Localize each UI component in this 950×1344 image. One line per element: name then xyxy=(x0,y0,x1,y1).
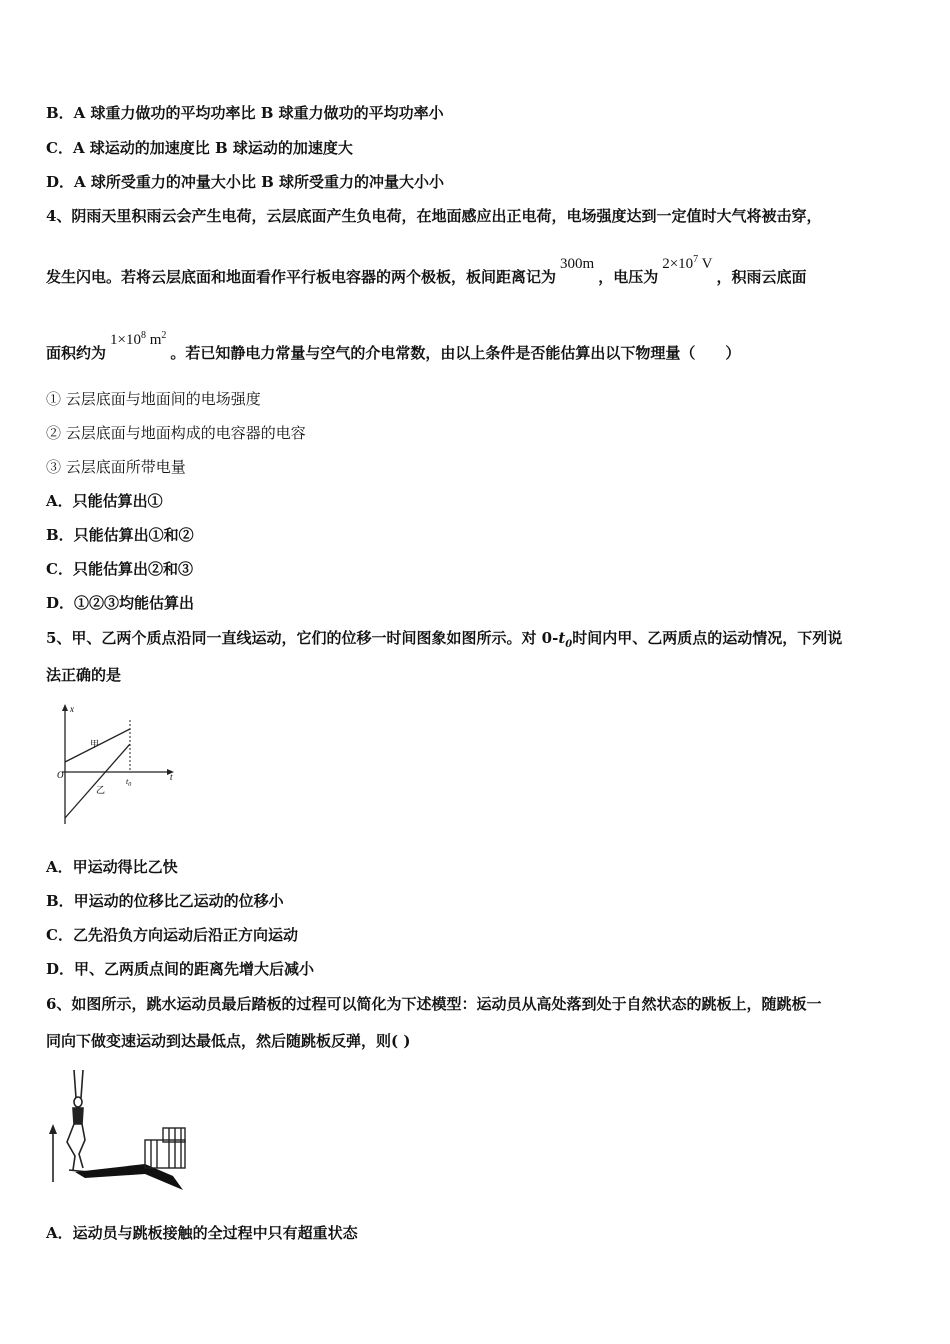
q4-stem-text: 发生闪电。若将云层底面和地面看作平行板电容器的两个极板，板间距离记为 xyxy=(46,268,557,286)
displacement-time-graph xyxy=(52,700,184,830)
q4-option-b: B．只能估算出①和② xyxy=(46,526,194,544)
t0-label: $t_0$ xyxy=(126,777,132,788)
q4-stem-text: ，电压为 xyxy=(598,268,659,286)
q5-option-a: A．甲运动得比乙快 xyxy=(46,858,178,876)
line-jia-label: 甲 xyxy=(90,739,100,749)
voltage-coef: 2×10 xyxy=(662,256,694,272)
q5-stem-text: 5、甲、乙两个质点沿同一直线运动，它们的位移一时间图象如图所示。对 0- xyxy=(46,629,559,647)
line-yi xyxy=(65,744,130,818)
diver-icon xyxy=(67,1070,89,1172)
t0-symbol: $t_0$ xyxy=(558,629,573,650)
q6-option-a: A．运动员与跳板接触的全过程中只有超重状态 xyxy=(46,1224,358,1242)
q6-stem-line1: 6、如图所示，跳水运动员最后踏板的过程可以简化为下述模型：运动员从高处落到处于自然状态的跳板上，随跳板一 xyxy=(46,995,822,1013)
diver-springboard-figure xyxy=(45,1064,195,1204)
q4-item-2: ② 云层底面与地面构成的电容器的电容 xyxy=(46,424,306,442)
q5-stem-text: 时间内甲、乙两质点的运动情况，下列说 xyxy=(572,629,843,647)
q4-stem-text: ，积雨云底面 xyxy=(716,268,807,286)
q6-stem-line2: 同向下做变速运动到达最低点，然后随跳板反弹，则( ) xyxy=(46,1032,411,1050)
x-axis-label: t xyxy=(170,772,173,782)
q4-item-1: ① 云层底面与地面间的电场强度 xyxy=(46,390,261,408)
area-coef: 1×10 xyxy=(110,332,141,348)
voltage-value xyxy=(662,254,712,273)
area-unit: m xyxy=(145,332,162,348)
area-value xyxy=(110,330,166,349)
q4-stem-text: 。若已知静电力常量与空气的介电常数，由以上条件是否能估算出以下物理量（ ） xyxy=(170,344,741,362)
q4-stem-text: 面积约为 xyxy=(46,344,107,362)
q5-option-c: C．乙先沿负方向运动后沿正方向运动 xyxy=(46,926,298,944)
origin-label: O xyxy=(57,770,64,780)
y-axis-arrow xyxy=(62,704,68,711)
q5-option-d: D．甲、乙两质点间的距离先增大后减小 xyxy=(46,960,315,978)
springboard-stand xyxy=(145,1128,185,1168)
up-arrow-head xyxy=(49,1124,57,1134)
q4-item-3: ③ 云层底面所带电量 xyxy=(46,458,186,476)
area-unit-exp: 2 xyxy=(161,330,167,341)
q4-option-a: A．只能估算出① xyxy=(46,492,163,510)
q5-stem-line2: 法正确的是 xyxy=(46,666,122,684)
q4-option-c: C．只能估算出②和③ xyxy=(46,560,193,578)
y-axis-label: x xyxy=(70,704,74,714)
q4-option-d: D．①②③均能估算出 xyxy=(46,594,195,612)
q3-option-b: B．A 球重力做功的平均功率比 B 球重力做功的平均功率小 xyxy=(46,104,444,122)
line-yi-label: 乙 xyxy=(96,785,106,795)
q4-stem-line1: 4、阴雨天里积雨云会产生电荷，云层底面产生负电荷，在地面感应出正电荷，电场强度达到一定值时大气将被击穿， xyxy=(46,207,822,225)
voltage-exp: 7 xyxy=(693,254,699,265)
q5-stem-line1 xyxy=(46,627,842,650)
area-exp: 8 xyxy=(140,330,146,341)
voltage-unit: V xyxy=(698,256,713,272)
q3-option-c: C．A 球运动的加速度比 B 球运动的加速度大 xyxy=(46,139,353,157)
distance-value: 300m xyxy=(560,256,595,272)
q5-option-b: B．甲运动的位移比乙运动的位移小 xyxy=(46,892,284,910)
q3-option-d: D．A 球所受重力的冲量大小比 B 球所受重力的冲量大小小 xyxy=(46,173,444,191)
